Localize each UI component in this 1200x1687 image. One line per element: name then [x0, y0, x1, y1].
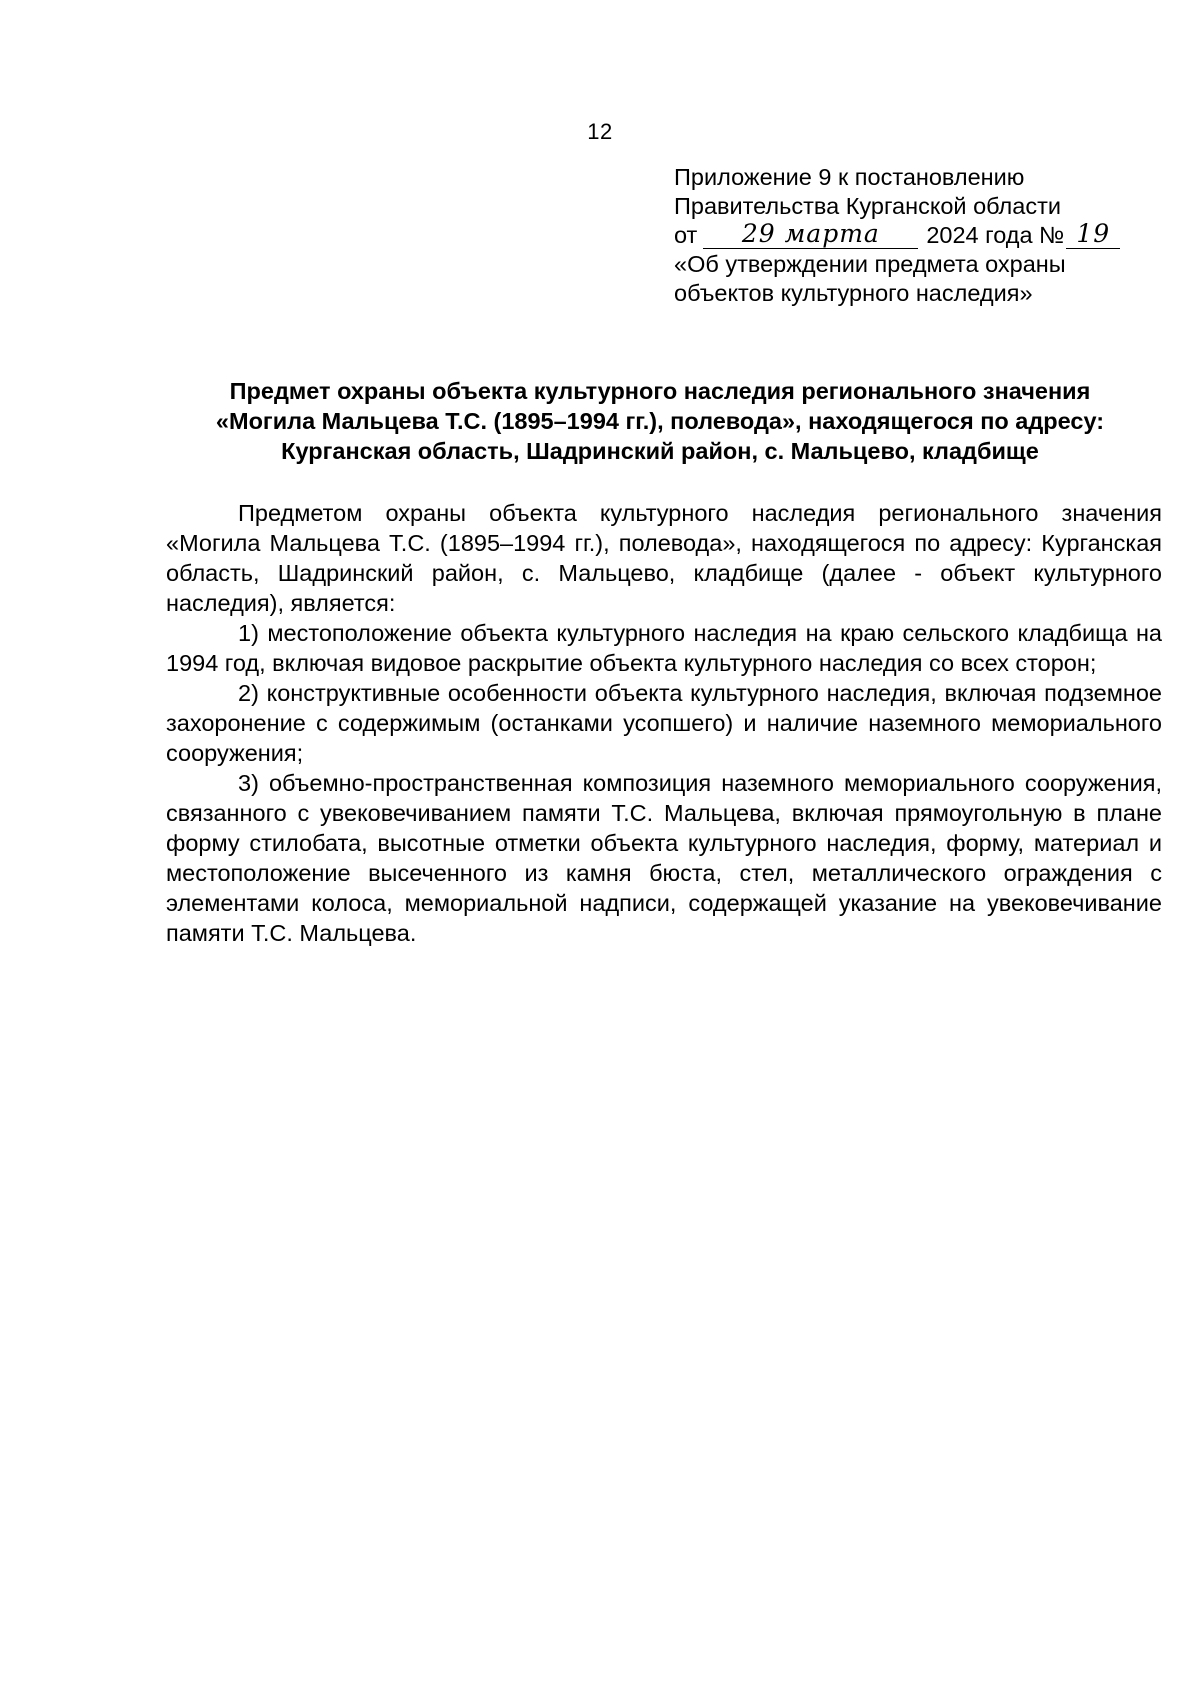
appendix-date-line	[674, 221, 1154, 250]
appendix-line-2: Правительства Курганской области	[674, 193, 1061, 219]
document-title	[120, 376, 1200, 466]
year-text: 2024 года №	[926, 222, 1065, 248]
title-line-2: «Могила Мальцева Т.С. (1895–1994 гг.), полевода», находящегося по адресу:	[215, 408, 1105, 434]
number-blank	[1066, 219, 1120, 249]
handwritten-date: 29 марта	[741, 219, 880, 248]
appendix-line-5: объектов культурного наследия»	[674, 280, 1033, 306]
appendix-line-1: Приложение 9 к постановлению	[674, 164, 1025, 190]
appendix-header	[674, 163, 1154, 308]
date-prefix: от	[674, 222, 698, 248]
item-3-paragraph: 3) объемно-пространственная композиция наземного мемориального сооружения, связанного с увековечиванием памяти Т.С. Мальцева, включая прямоугольную в плане форму стилобата, высотные отметки объекта культурного наследия, форму, материал и местоположение высеченного из камня бюста, стел, металлического ограждения с элементами колоса, мемориальной надписи, содержащей указание на увековечивание памяти Т.С. Мальцева.	[166, 770, 1162, 946]
intro-paragraph: Предметом охраны объекта культурного наследия регионального значения «Могила Мальцева Т.С. (1895–1994 гг.), полевода», находящегося по адресу: Курганская область, Шадринский район, с. Мальцево, кладбище (далее - объект культурного наследия), является:	[166, 500, 1162, 616]
item-1-paragraph: 1) местоположение объекта культурного наследия на краю сельского кладбища на 1994 год, включая видовое раскрытие объекта культурного наследия со всех сторон;	[166, 620, 1162, 676]
date-blank	[703, 219, 918, 249]
item-2-paragraph: 2) конструктивные особенности объекта культурного наследия, включая подземное захоронение с содержимым (останками усопшего) и наличие наземного мемориального сооружения;	[166, 680, 1162, 766]
document-body	[166, 498, 1162, 948]
title-line-3: Курганская область, Шадринский район, с. Мальцево, кладбище	[281, 438, 1039, 464]
page-number: 12	[587, 119, 613, 144]
title-line-1: Предмет охраны объекта культурного наследия регионального значения	[229, 378, 1091, 404]
appendix-line-4: «Об утверждении предмета охраны	[674, 251, 1066, 277]
handwritten-number: 19	[1076, 219, 1111, 248]
